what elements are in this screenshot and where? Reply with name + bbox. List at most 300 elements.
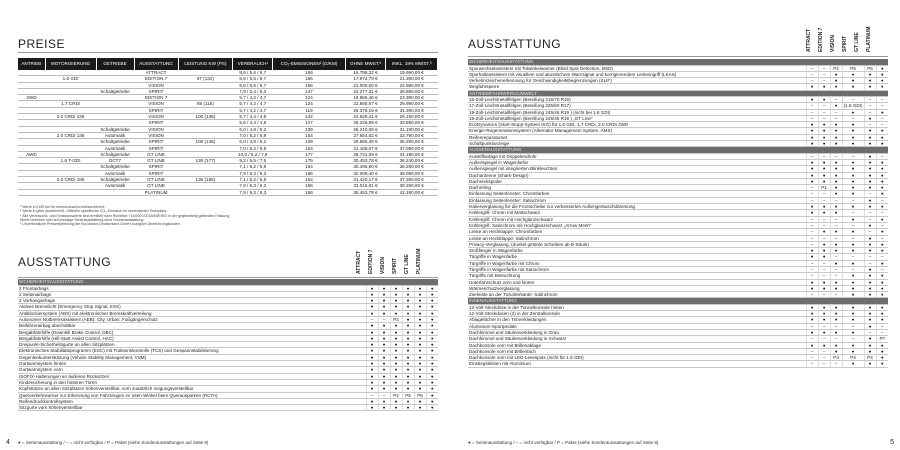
equipment-label: 2 Frontairbags xyxy=(18,285,366,291)
equipment-mark: ● xyxy=(830,178,842,184)
price-cell: 34.190,00 € xyxy=(386,151,438,157)
equipment-mark: ● xyxy=(414,310,426,316)
equipment-mark: ● xyxy=(830,279,842,285)
price-cell: 2WD xyxy=(18,95,45,101)
price-cell: 28.226,89 € xyxy=(345,120,386,126)
equipment-mark: ● xyxy=(842,128,864,134)
trim-header: ATTRACT xyxy=(806,28,812,52)
equipment-mark: ● xyxy=(426,291,438,297)
equipment-mark: P4 xyxy=(830,355,842,361)
price-cell: 127 xyxy=(273,120,345,126)
equipment-mark: – xyxy=(876,329,888,335)
equipment-mark: ● xyxy=(818,178,830,184)
price-cell: 1.6 GDI xyxy=(45,76,96,82)
equipment-mark: ● xyxy=(876,134,888,140)
equipment-label: Dachantenne (Shark-Design) xyxy=(468,172,806,178)
equipment-mark: – xyxy=(806,222,818,228)
equipment-mark: – xyxy=(806,235,818,241)
equipment-mark: ● xyxy=(366,405,378,411)
equipment-mark: ● xyxy=(842,241,864,247)
equipment-mark: ● xyxy=(842,311,864,317)
equipment-label: Dreipunkt-Sicherheitsgurte an allen Sitzplätzen xyxy=(18,342,366,348)
equipment-label: Aluminium-Sportpedale xyxy=(468,323,806,329)
equipment-mark: – xyxy=(818,323,830,329)
equipment-label: EcoDynamics (Start-Stopp-System ISG) für 1.6 GDI, 1.7 CRDi, 2.0 CRDi 2WD xyxy=(468,122,806,128)
equipment-mark: ● xyxy=(830,191,842,197)
price-cell: SPIRIT xyxy=(134,120,178,126)
equipment-label: 19-Zoll-Leichtmetallfelgen (Bereifung 245/45 R19 ) „GT Line“ xyxy=(468,115,806,121)
price-cell: 5,7 / 4,2 / 4,7 xyxy=(233,101,273,107)
equipment-mark: ● xyxy=(806,128,818,134)
equipment-mark: ● xyxy=(818,159,830,165)
equipment-mark: ● xyxy=(414,361,426,367)
equipment-mark: ● xyxy=(818,342,830,348)
equipment-mark: ● xyxy=(830,78,842,84)
equipment-mark: ● xyxy=(818,172,830,178)
equipment-mark: ● xyxy=(818,279,830,285)
equipment-row xyxy=(18,405,438,411)
price-cell: VISION xyxy=(134,114,178,120)
equipment-label: 12-Volt-Steckdosen (2) in der Zentralkonsole xyxy=(468,311,806,317)
equipment-mark: ● xyxy=(366,291,378,297)
equipment-mark: – xyxy=(864,229,876,235)
price-cell: 7,9 / 5,3 / 6,3 xyxy=(233,189,273,195)
equipment-mark: ● xyxy=(864,159,876,165)
price-header-6: CO₂-EMISSIONEN² (G/KM) xyxy=(273,58,345,70)
equipment-mark: ● xyxy=(378,386,390,392)
equipment-label: 19-Zoll-Leichtmetallfelgen (Bereifung 245/45 R19 ) (nicht bei 1.6 GDI) xyxy=(468,109,806,115)
equipment-mark: – xyxy=(806,336,818,342)
price-cell: 119 xyxy=(273,107,345,113)
price-cell: 8,6 / 5,6 / 6,7 xyxy=(233,82,273,88)
equipment-mark: ● xyxy=(402,367,414,373)
equipment-label: Reifendruckkontrollsystem xyxy=(18,398,366,404)
equipment-mark: – xyxy=(876,222,888,228)
equipment-mark: ● xyxy=(390,367,402,373)
section-label: AUSSENAUSSTATTUNG xyxy=(468,147,888,153)
equipment-mark: ● xyxy=(366,367,378,373)
equipment-mark: – xyxy=(818,191,830,197)
equipment-mark: ● xyxy=(378,298,390,304)
trim-header: EDITION 7 xyxy=(818,27,824,52)
equipment-mark: ● xyxy=(830,134,842,140)
price-header-7: OHNE MWST.³ xyxy=(345,58,386,70)
equipment-label: 17-Zoll-Leichtmetallfelgen (Bereifung 225/60 R17) xyxy=(468,103,806,109)
equipment-mark: – xyxy=(864,122,876,128)
price-cell: VISION xyxy=(134,126,178,132)
price-cell: 32.008,40 € xyxy=(345,170,386,176)
equipment-mark: ● xyxy=(842,304,864,310)
price-cell: PLATINUM xyxy=(134,189,178,195)
equipment-label: Leiste an Heckklappe: Chromfarben xyxy=(468,229,806,235)
equipment-mark: ● xyxy=(806,254,818,260)
price-table xyxy=(18,58,438,196)
equipment-mark: ● xyxy=(830,204,842,210)
price-cell: 156 xyxy=(273,76,345,82)
equipment-label: Ausstiffanlage mit Doppelendrohr xyxy=(468,153,806,159)
equipment-label: Außenspiegel mit integrierten Blinkleuchten xyxy=(468,166,806,172)
price-cell: 28.890,00 € xyxy=(386,88,438,94)
price-cell: 5,7 / 4,4 / 4,9 xyxy=(233,114,273,120)
equipment-mark: ● xyxy=(842,361,864,367)
equipment-mark: ● xyxy=(390,354,402,360)
equipment-mark: ● xyxy=(806,329,818,335)
equipment-mark: ● xyxy=(830,103,842,109)
equipment-mark: ● xyxy=(426,367,438,373)
equipment-mark: – xyxy=(818,115,830,121)
equipment-mark: ● xyxy=(426,304,438,310)
section-label: SICHERHEITSAUSSTATTUNG xyxy=(18,279,438,285)
equipment-mark: ● xyxy=(818,304,830,310)
price-cell: 85 (115) xyxy=(178,101,233,107)
equipment-mark: ● xyxy=(366,304,378,310)
equipment-table-right xyxy=(468,59,888,368)
equipment-mark: ● xyxy=(876,216,888,222)
equipment-mark: ● xyxy=(876,78,888,84)
price-cell: Automatik xyxy=(96,170,134,176)
equipment-label: Zierleiste an der Türunterkante: Satinchrom xyxy=(468,292,806,298)
equipment-mark: ● xyxy=(864,279,876,285)
equipment-label: Schaltpunktanzeige xyxy=(468,141,806,147)
equipment-mark: – xyxy=(806,197,818,203)
equipment-mark: – xyxy=(806,191,818,197)
equipment-mark: – xyxy=(876,197,888,203)
equipment-mark: – xyxy=(842,336,864,342)
equipment-mark: ● xyxy=(378,342,390,348)
equipment-label: Dachhimmel und Säulenverkleidung in Grau xyxy=(468,329,806,335)
equipment-mark: ● xyxy=(378,323,390,329)
equipment-mark: ● xyxy=(402,291,414,297)
equipment-mark: ● xyxy=(864,304,876,310)
equipment-mark: – xyxy=(830,254,842,260)
equipment-mark: ● xyxy=(842,172,864,178)
price-cell: 136 (185) xyxy=(178,177,233,183)
equipment-mark: ● xyxy=(876,159,888,165)
price-cell: GT LINE xyxy=(134,183,178,189)
price-cell: 17.974,79 € xyxy=(345,76,386,82)
equipment-mark: – xyxy=(842,197,864,203)
equipment-label: Dachkonsole vorn mit Brillenablage xyxy=(468,342,806,348)
price-cell: 23.390,00 € xyxy=(386,95,438,101)
equipment-label: Kopfstützen an allen Sitzplätzen höhenverstellbar, vorn zusätzlich neigungsverstellbar xyxy=(18,386,366,392)
equipment-mark: ● xyxy=(876,317,888,323)
price-cell: 2.0 CRDi 136 xyxy=(45,132,96,138)
equipment-mark: ● xyxy=(390,398,402,404)
equipment-mark: ● xyxy=(806,178,818,184)
price-cell: 166 xyxy=(273,189,345,195)
equipment-mark: ● xyxy=(402,386,414,392)
equipment-mark: – xyxy=(830,267,842,273)
equipment-mark: ● xyxy=(876,361,888,367)
equipment-mark: P5 xyxy=(842,65,864,71)
equipment-mark: ● xyxy=(830,185,842,191)
equipment-mark: ● xyxy=(818,141,830,147)
equipment-mark: ● xyxy=(830,229,842,235)
equipment-mark: ● xyxy=(390,310,402,316)
price-cell: Schaltgetriebe xyxy=(96,177,134,183)
equipment-mark: ● xyxy=(864,153,876,159)
price-cell: 29.190,00 € xyxy=(386,114,438,120)
equipment-mark: ● xyxy=(402,310,414,316)
equipment-mark: ● xyxy=(806,204,818,210)
equipment-mark: ● xyxy=(830,128,842,134)
equipment-mark: ● xyxy=(876,304,888,310)
equipment-mark: ● xyxy=(864,336,876,342)
price-cell: 27.554,62 € xyxy=(345,132,386,138)
equipment-mark: – xyxy=(818,78,830,84)
equipment-mark: – xyxy=(830,336,842,342)
equipment-mark: ● xyxy=(414,316,426,322)
price-cell: SPIRIT xyxy=(134,88,178,94)
equipment-mark: ● xyxy=(426,373,438,379)
equipment-mark: ● xyxy=(402,398,414,404)
price-cell: 147 xyxy=(273,88,345,94)
equipment-mark: P5 xyxy=(864,65,876,71)
equipment-mark: – xyxy=(830,153,842,159)
equipment-mark: ● xyxy=(366,310,378,316)
equipment-label: Wärmeschutzverglasung xyxy=(468,285,806,291)
equipment-mark: ● xyxy=(402,329,414,335)
price-cell: 19.990,00 € xyxy=(386,70,438,76)
equipment-mark: ● xyxy=(864,197,876,203)
equipment-mark: ● xyxy=(842,71,864,77)
price-cell: 7,9 / 5,3 / 6,3 xyxy=(233,170,273,176)
equipment-mark: – xyxy=(842,235,864,241)
equipment-mark: ● xyxy=(426,335,438,341)
equipment-mark: ● xyxy=(842,185,864,191)
equipment-mark: ● xyxy=(414,298,426,304)
equipment-label: Kühlergrill: Chrom mit Hochglanzschwarz xyxy=(468,216,806,222)
equipment-mark: P4 xyxy=(842,355,864,361)
price-cell: ATTRACT xyxy=(134,70,178,76)
equipment-mark: ● xyxy=(842,248,864,254)
price-cell: 124 xyxy=(273,101,345,107)
equipment-mark: ● xyxy=(842,134,864,140)
equipment-mark: ● xyxy=(864,273,876,279)
equipment-mark: ● xyxy=(378,335,390,341)
equipment-mark: ● xyxy=(876,128,888,134)
equipment-mark: – xyxy=(806,355,818,361)
equipment-mark: ● xyxy=(842,285,864,291)
equipment-mark: ● xyxy=(806,304,818,310)
equipment-mark: – xyxy=(818,292,830,298)
equipment-mark: ● xyxy=(426,342,438,348)
price-cell: 42.190,00 € xyxy=(386,189,438,195)
equipment-mark: ● xyxy=(806,134,818,140)
equipment-mark: ● xyxy=(830,166,842,172)
equipment-label: Kindersicherung in den hinteren Türen xyxy=(18,379,366,385)
price-cell: AWD xyxy=(18,151,45,157)
equipment-label: Türgriffe mit Beleuchtung xyxy=(468,273,806,279)
equipment-mark: ● xyxy=(864,71,876,77)
equipment-mark: ● xyxy=(842,216,864,222)
equipment-mark: ● xyxy=(864,342,876,348)
equipment-mark: ● xyxy=(402,285,414,291)
equipment-mark: – xyxy=(806,229,818,235)
equipment-mark: ● xyxy=(876,109,888,115)
equipment-label: Einfassung Seitenfenster: Satinchrom xyxy=(468,197,806,203)
equipment-mark: – xyxy=(366,316,378,322)
equipment-mark: – xyxy=(818,273,830,279)
price-cell: 7,9 / 5,4 / 6,3 xyxy=(233,88,273,94)
price-cell: 24.990,00 € xyxy=(386,82,438,88)
equipment-mark: – xyxy=(864,103,876,109)
equipment-label: Dachkonsole vorn mit LED-Lesespots (nicht für 1.6 GDI) xyxy=(468,355,806,361)
price-cell: VISION xyxy=(134,132,178,138)
price-cell: 7,1 / 5,2 / 5,9 xyxy=(233,164,273,170)
equipment-mark: ● xyxy=(390,335,402,341)
price-header-5: VERBRAUCH¹ xyxy=(233,58,273,70)
equipment-mark: ● xyxy=(378,329,390,335)
equipment-mark: ● xyxy=(876,229,888,235)
price-cell xyxy=(96,189,134,195)
equipment-mark: ● xyxy=(426,323,438,329)
equipment-mark: – xyxy=(818,361,830,367)
equipment-mark: ● xyxy=(426,379,438,385)
equipment-mark: ● xyxy=(830,329,842,335)
equipment-label: Dachreling xyxy=(468,185,806,191)
price-cell: 31.168,07 € xyxy=(345,145,386,151)
equipment-mark: P7 xyxy=(876,336,888,342)
price-cell: Schaltgetriebe xyxy=(96,126,134,132)
equipment-mark: ● xyxy=(830,317,842,323)
equipment-mark: ● xyxy=(818,128,830,134)
equipment-mark: ● xyxy=(414,348,426,354)
price-header-2: GETRIEBE xyxy=(96,58,134,70)
equipment-label: Kühlergrill: Chrom mit Mattschwarz xyxy=(468,210,806,216)
price-header-4: LEISTUNG KW (PS) xyxy=(178,58,233,70)
equipment-mark: ● xyxy=(806,279,818,285)
price-cell: 37.090,00 € xyxy=(386,145,438,151)
price-cell: 21.390,00 € xyxy=(386,76,438,82)
trim-header: GT LINE xyxy=(854,32,860,52)
price-cell: 16.798,32 € xyxy=(345,70,386,76)
equipment-label: Spurhalteassistent mit visuellem und akustischem Warnsignal und korrigierendem Lenkeingriff (LKAS) xyxy=(468,71,806,77)
price-cell: GT LINE xyxy=(134,158,178,164)
equipment-mark: ● xyxy=(414,367,426,373)
equipment-mark: ● xyxy=(366,379,378,385)
equipment-mark: ● xyxy=(876,84,888,90)
equipment-label: Energie-Regenerationssystem (Alternator Management System, AMS) xyxy=(468,128,806,134)
price-cell: Schaltgetriebe xyxy=(96,88,134,94)
equipment-mark: ● xyxy=(806,311,818,317)
equipment-mark: ● xyxy=(842,178,864,184)
equipment-mark: – xyxy=(806,71,818,77)
equipment-mark: ● xyxy=(378,367,390,373)
equipment-mark: ● xyxy=(818,285,830,291)
trim-header: SPIRIT xyxy=(392,257,398,274)
equipment-mark: ● xyxy=(390,348,402,354)
price-cell: 9,2 / 6,5 / 7,5 xyxy=(233,158,273,164)
legend-footer: ● = Serienausstattung / – = nicht verfügbar / P = Paket (siehe Sonderausstattungen auf Seite 8) xyxy=(18,440,209,445)
equipment-mark: ● xyxy=(842,141,864,147)
equipment-mark: – xyxy=(876,267,888,273)
equipment-mark: – xyxy=(806,241,818,247)
price-cell: 31.390,00 € xyxy=(386,107,438,113)
equipment-mark: ● xyxy=(390,342,402,348)
equipment-mark: ● xyxy=(366,348,378,354)
equipment-mark: ● xyxy=(818,96,830,102)
equipment-mark: ● xyxy=(842,229,864,235)
equipment-label: Beifahrerairbag abschaltbar xyxy=(18,323,366,329)
equipment-mark: ● xyxy=(876,241,888,247)
equipment-mark: P2 xyxy=(390,392,402,398)
equipment-label: Stoßfänger in Wagenfarbe xyxy=(468,248,806,254)
equipment-label: Querverkehrwarner zur Erkennung von Fahrzeugen im toten Winkel beim Querausparken (RCTA) xyxy=(18,392,366,398)
price-cell: 39.290,00 € xyxy=(386,183,438,189)
price-cell: 22.680,67 € xyxy=(345,101,386,107)
price-cell: 36.240,00 € xyxy=(386,158,438,164)
equipment-mark: ● xyxy=(818,204,830,210)
equipment-mark: – xyxy=(864,96,876,102)
equipment-mark: – xyxy=(876,210,888,216)
equipment-mark: ● xyxy=(806,96,818,102)
price-cell: 35.453,78 € xyxy=(345,189,386,195)
equipment-mark: ● xyxy=(390,304,402,310)
price-cell: EDITION 7 xyxy=(134,76,178,82)
equipment-table-left xyxy=(18,279,438,411)
equipment-mark: P4 xyxy=(864,355,876,361)
equipment-mark: – xyxy=(818,197,830,203)
price-cell: 38.090,00 € xyxy=(386,170,438,176)
equipment-mark: ● xyxy=(876,260,888,266)
right-page xyxy=(450,0,900,450)
equipment-mark: ● xyxy=(830,241,842,247)
equipment-mark: – xyxy=(842,115,864,121)
equipment-mark: – xyxy=(818,216,830,222)
equipment-mark: ● xyxy=(414,291,426,297)
equipment-mark: – xyxy=(818,235,830,241)
equipment-mark: ● xyxy=(864,134,876,140)
equipment-label: Einstiegsleisten mit Aluminium xyxy=(468,361,806,367)
equipment-label: Privacy-Verglasung: (dunkel getönte Scheiben ab B-Säule) xyxy=(468,241,806,247)
price-cell: 166 xyxy=(273,183,345,189)
equipment-mark: ● xyxy=(864,166,876,172)
equipment-mark: – xyxy=(876,153,888,159)
price-cell: 5,6 / 4,4 / 4,8 xyxy=(233,120,273,126)
price-cell xyxy=(178,189,233,195)
equipment-mark: ● xyxy=(842,204,864,210)
equipment-mark: ● xyxy=(864,348,876,354)
equipment-mark: ● xyxy=(842,78,864,84)
equipment-mark: – xyxy=(876,323,888,329)
equipment-mark: ● xyxy=(378,285,390,291)
equipment-mark: ● xyxy=(366,329,378,335)
price-cell: 33.590,00 € xyxy=(386,120,438,126)
equipment-mark: ● xyxy=(830,122,842,128)
equipment-mark: – xyxy=(806,361,818,367)
equipment-mark: ● xyxy=(864,285,876,291)
price-cell: 177 xyxy=(273,151,345,157)
equipment-mark: ● xyxy=(842,273,864,279)
equipment-mark: ● xyxy=(876,285,888,291)
equipment-mark: – xyxy=(830,109,842,115)
equipment-mark: ● xyxy=(818,84,830,90)
equipment-mark: ● xyxy=(842,342,864,348)
equipment-mark: – xyxy=(806,115,818,121)
price-cell: 1.6 T-GDI xyxy=(45,158,96,164)
equipment-mark: – xyxy=(818,260,830,266)
price-cell: VISION xyxy=(134,101,178,107)
section-label: INNENAUSSTATTUNG xyxy=(468,298,888,304)
equipment-label: Türgriffe in Wagenfarbe mit Chrom xyxy=(468,260,806,266)
equipment-mark: ● xyxy=(830,304,842,310)
trim-header: ATTRACT xyxy=(356,250,362,274)
equipment-mark: ● xyxy=(876,311,888,317)
equipment-mark: ● xyxy=(390,329,402,335)
equipment-mark: – xyxy=(842,96,864,102)
equipment-label: Gegenlenkunterstützung (Vehicle Stability Management, VSM) xyxy=(18,354,366,360)
